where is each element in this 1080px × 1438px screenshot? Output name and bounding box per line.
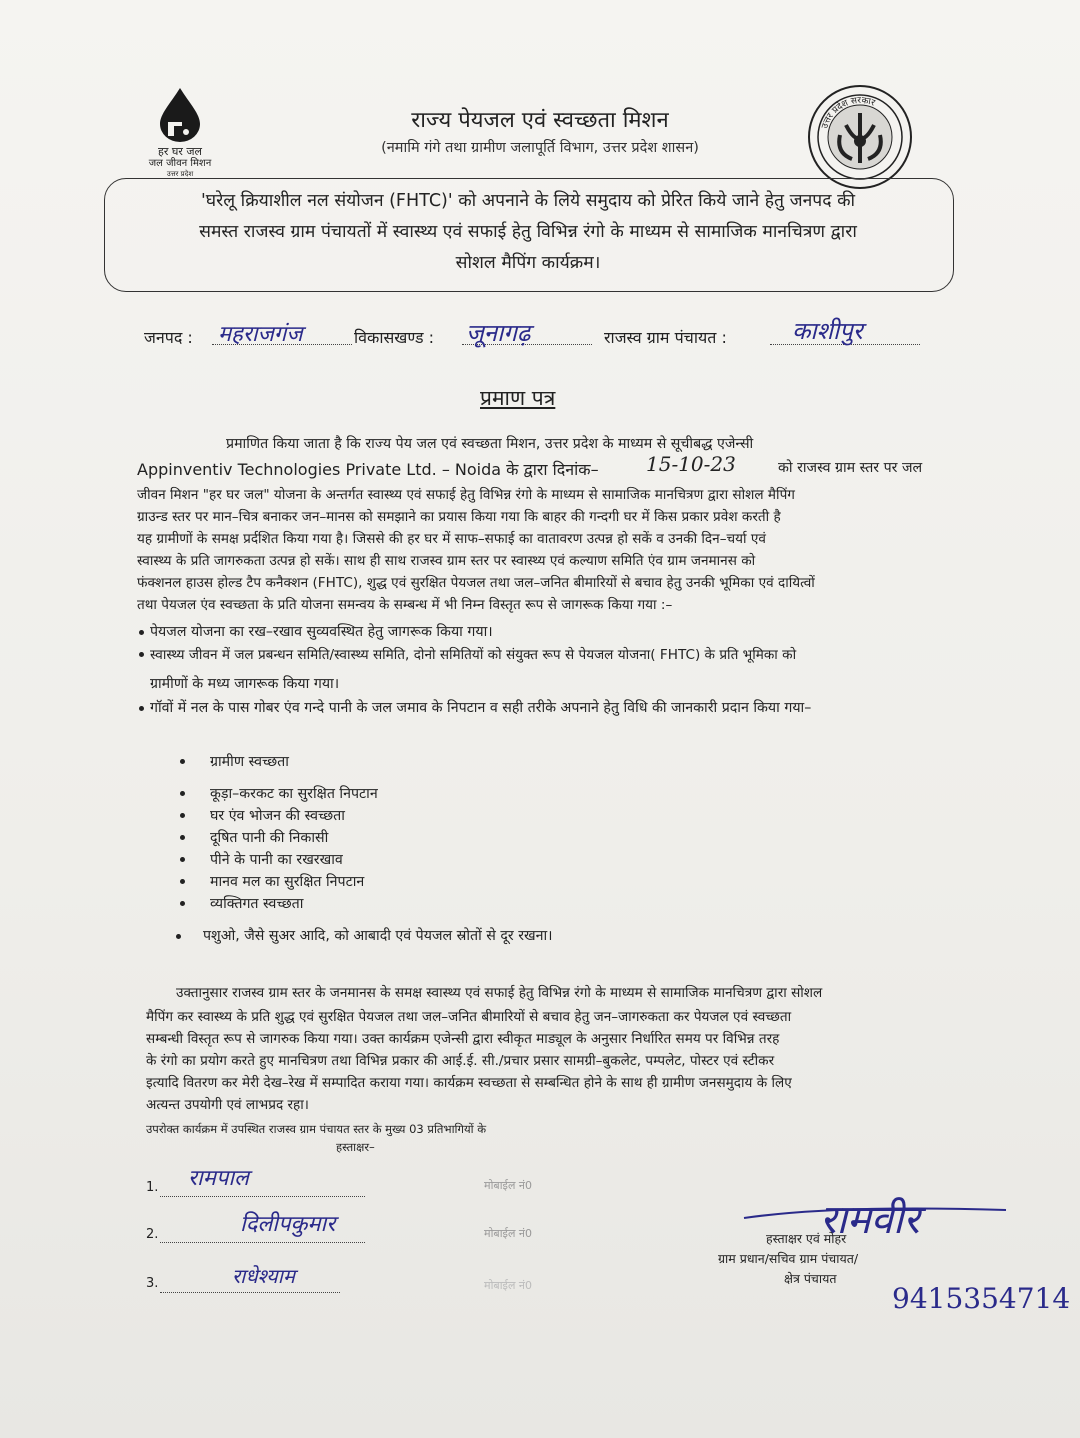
bullet-dot xyxy=(180,791,185,796)
body-line: यह ग्रामीणों के समक्ष प्रर्दशित किया गया है। जिससे की हर घर में साफ–सफाई का वातावरण उत्पन्न हो सकें व उनकी दिन–चर्या एवं xyxy=(137,531,766,547)
bullet-dot xyxy=(180,813,185,818)
mobile-label: मोबाईल नं0 xyxy=(484,1279,533,1292)
bullet-dot xyxy=(139,630,144,635)
logo-caption-1: हर घर जल xyxy=(158,145,202,158)
body-line: इत्यादि वितरण कर मेरी देख–रेख में सम्पादित कराया गया। कार्यक्रम स्वच्छता से सम्बन्धित होने के साथ ही ग्रामीण जनसमुदाय के लिए xyxy=(146,1075,792,1091)
body-line: अत्यन्त उपयोगी एवं लाभप्रद रहा। xyxy=(146,1097,309,1113)
bullet-item: ग्रामीणों के मध्य जागरूक किया गया। xyxy=(150,676,340,692)
body-line: उपरोक्त कार्यक्रम में उपस्थित राजस्व ग्राम पंचायत स्तर के मुख्य 03 प्रतिभागियों के xyxy=(146,1122,487,1136)
up-government-seal xyxy=(806,83,914,191)
mobile-label: मोबाईल नं0 xyxy=(484,1179,533,1192)
village-label: राजस्व ग्राम पंचायत : xyxy=(604,328,727,347)
district-value: महराजगंज xyxy=(218,322,303,347)
signature-label: हस्ताक्षर एवं मोहर xyxy=(766,1231,847,1246)
participant-number: 3. xyxy=(146,1276,159,1291)
bullet-dot xyxy=(176,934,181,939)
body-line: सम्बन्धी विस्तृत रूप से जागरुक किया गया। उक्त कार्यक्रम एजेन्सी द्वारा स्वीकृत माड्यूल के अनुसार निर्धारित समय पर विभिन्न तरह xyxy=(146,1031,780,1047)
certificate-title: प्रमाण पत्र xyxy=(480,386,556,410)
svg-text:उत्तर प्रदेश सरकार: उत्तर प्रदेश सरकार xyxy=(820,95,877,130)
block-label: विकासखण्ड : xyxy=(354,328,435,347)
bullet-dot xyxy=(180,759,185,764)
seal-emblem-icon xyxy=(806,83,914,191)
participant-number: 1. xyxy=(146,1180,159,1195)
bullet-dot xyxy=(139,652,144,657)
participant-signature: रामपाल xyxy=(188,1166,249,1191)
list-item: पशुओ, जैसे सुअर आदि, को आबादी एवं पेयजल स्रोतों से दूर रखना। xyxy=(203,928,553,944)
pradhan-signature: रामवीर xyxy=(820,1197,920,1243)
bullet-dot xyxy=(180,901,185,906)
body-line: स्वास्थ्य के प्रति जागरुकता उत्पन्न हो सकें। साथ ही साथ राजस्व ग्राम स्तर पर स्वास्थ्य एवं कल्याण समिति एंव ग्राम जनमानस को xyxy=(137,553,756,569)
program-date: 15-10-23 xyxy=(646,452,736,476)
body-line: हस्ताक्षर– xyxy=(336,1140,375,1154)
list-item: ग्रामीण स्वच्छता xyxy=(210,754,289,770)
body-line: को राजस्व ग्राम स्तर पर जल xyxy=(778,460,923,476)
body-line: ग्राउन्ड स्तर पर मान–चित्र बनाकर जन–मानस को समझाने का प्रयास किया गया कि बाहर की गन्दगी घर में किस प्रकार प्रवेश करती है xyxy=(137,509,781,525)
participant-number: 2. xyxy=(146,1227,159,1242)
har-ghar-jal-logo xyxy=(130,86,230,176)
bullet-item: स्वास्थ्य जीवन में जल प्रबन्धन समिति/स्वास्थ्य समिति, दोनो समितियों को संयुक्त रूप से पेयजल योजना( FHTC) के प्रति भूमिका को xyxy=(150,647,797,663)
program-title-line: 'घरेलू क्रियाशील नल संयोजन (FHTC)' को अपनाने के लिये समुदाय को प्रेरित किये जाने हेतु जनपद की xyxy=(200,191,856,211)
program-title-line: समस्त राजस्व ग्राम पंचायतों में स्वास्थ्य एवं सफाई हेतु विभिन्न रंगो के माध्यम से सामाजिक मानचित्रण द्वारा xyxy=(199,222,857,242)
program-title xyxy=(116,186,940,279)
body-line: मैपिंग कर स्वास्थ्य के प्रति शुद्ध एवं सुरक्षित पेयजल तथा जल–जनित बीमारियों से बचाव हेतु जन–जागरुकता कर पेयजल एवं स्वच्छता xyxy=(146,1009,792,1025)
bullet-dot xyxy=(139,706,144,711)
participant-signature: राधेश्याम xyxy=(232,1264,295,1288)
body-line: तथा पेयजल एंव स्वच्छता के प्रति योजना समन्वय के सम्बन्ध में भी निम्न विस्तृत रूप से जागरूक किया गया :– xyxy=(137,597,673,613)
logo-caption-2: जल जीवन मिशन xyxy=(148,158,212,169)
body-line: Appinventiv Technologies Private Ltd. – Noida के द्वारा दिनांक– xyxy=(137,460,599,479)
list-item: कूड़ा–करकट का सुरक्षित निपटान xyxy=(210,786,378,802)
bullet-item: गॉवों में नल के पास गोबर एंव गन्दे पानी के जल जमाव के निपटान व सही तरीके अपनाने हेतु विधि की जानकारी प्रदान किया गया– xyxy=(150,700,812,716)
list-item: दूषित पानी की निकासी xyxy=(210,830,329,846)
list-item: पीने के पानी का रखरखाव xyxy=(210,852,343,868)
bullet-dot xyxy=(180,857,185,862)
signatory-role: क्षेत्र पंचायत xyxy=(784,1271,837,1286)
signatory-role: ग्राम प्रधान/सचिव ग्राम पंचायत/ xyxy=(718,1251,859,1266)
signatory-phone: 9415354714 xyxy=(892,1282,1071,1315)
bullet-item: पेयजल योजना का रख–रखाव सुव्यवस्थित हेतु जागरूक किया गया। xyxy=(150,624,493,640)
district-label: जनपद : xyxy=(144,328,193,347)
body-line: के रंगो का प्रयोग करते हुए मानचित्रण तथा विभिन्न प्रकार की आई.ई. सी./प्रचार प्रसार सामग्री–बुकलेट, पम्पलेट, पोस्टर एवं स्टीकर xyxy=(146,1053,775,1069)
list-item: मानव मल का सुरक्षित निपटान xyxy=(210,874,365,890)
body-line: उक्तानुसार राजस्व ग्राम स्तर के जनमानस के समक्ष स्वास्थ्य एवं सफाई हेतु विभिन्न रंगो के माध्यम से सामाजिक मानचित्रण द्वारा सोशल xyxy=(176,985,823,1001)
participant-signature: दिलीपकुमार xyxy=(240,1212,336,1237)
mission-subtitle: (नमामि गंगे तथा ग्रामीण जलापूर्ति विभाग, उत्तर प्रदेश शासन) xyxy=(381,140,699,156)
list-item: व्यक्तिगत स्वच्छता xyxy=(210,896,304,912)
list-item: घर एंव भोजन की स्वच्छता xyxy=(210,808,345,824)
program-title-line: सोशल मैपिंग कार्यक्रम। xyxy=(455,253,601,273)
body-line: फंक्शनल हाउस होल्ड टैप कनैक्शन (FHTC), शुद्ध एवं सुरक्षित पेयजल तथा जल–जनित बीमारियों से बचाव हेतु उनकी भूमिका एवं दायित्वों xyxy=(137,575,815,591)
village-value: काशीपुर xyxy=(792,317,863,345)
water-drop-icon xyxy=(152,86,208,144)
body-line: जीवन मिशन "हर घर जल" योजना के अन्तर्गत स्वास्थ्य एवं सफाई हेतु विभिन्न रंगो के माध्यम से सामाजिक मानचित्रण द्वारा सोशल मैपिंग xyxy=(137,487,795,503)
bullet-dot xyxy=(180,835,185,840)
mission-title: राज्य पेयजल एवं स्वच्छता मिशन xyxy=(411,108,669,133)
logo-caption-3: उत्तर प्रदेश xyxy=(166,170,194,178)
location-fields xyxy=(144,317,944,356)
mobile-label: मोबाईल नं0 xyxy=(484,1227,533,1240)
bullet-dot xyxy=(180,879,185,884)
block-value: जूनागढ़ xyxy=(466,319,531,347)
body-line: प्रमाणित किया जाता है कि राज्य पेय जल एवं स्वच्छता मिशन, उत्तर प्रदेश के माध्यम से सूचीबद्ध एजेन्सी xyxy=(226,436,754,452)
